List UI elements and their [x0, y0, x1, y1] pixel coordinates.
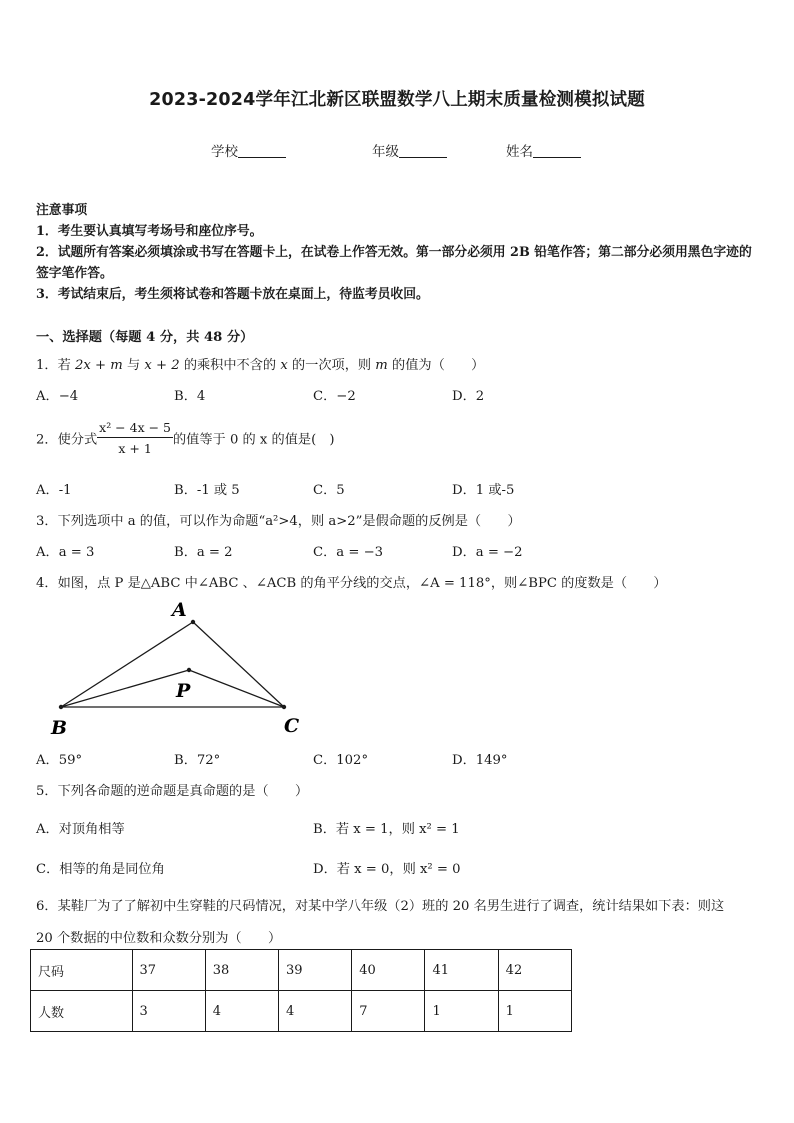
note-item: 1．考生要认真填写考场号和座位序号。 — [36, 224, 263, 239]
point-p-dot — [187, 668, 191, 672]
table-cell: 尺码 — [31, 950, 133, 991]
label-a: A — [172, 599, 187, 621]
q3-option-d[interactable]: D．a = −2 — [452, 545, 523, 560]
label-p: P — [176, 680, 191, 702]
section-heading: 一、选择题（每题 4 分，共 48 分） — [36, 330, 254, 345]
q1-option-b[interactable]: B．4 — [174, 389, 206, 404]
q1-text: 与 — [126, 358, 141, 373]
vertex-a-dot — [191, 620, 195, 624]
name-label: 姓名 — [506, 144, 533, 160]
q1-option-c[interactable]: C．−2 — [313, 389, 356, 404]
q1-var: x — [280, 358, 288, 373]
shoe-size-table — [30, 949, 572, 1032]
question-4-stem: 4．如图，点 P 是△ABC 中∠ABC 、∠ACB 的角平分线的交点，∠A = 118°，则∠BPC 的度数是（ ） — [36, 576, 667, 591]
page-title: 2023-2024学年江北新区联盟数学八上期末质量检测模拟试题 — [149, 90, 645, 110]
q4-option-b[interactable]: B．72° — [174, 753, 221, 768]
school-field[interactable] — [211, 140, 286, 160]
label-c: C — [284, 715, 300, 737]
bisector-cp — [189, 670, 284, 707]
q2-option-b[interactable]: B．-1 或 5 — [174, 483, 240, 498]
bisector-bp — [61, 670, 189, 707]
vertex-c-dot — [282, 705, 286, 709]
table-cell: 40 — [352, 950, 425, 991]
grade-label: 年级 — [372, 144, 399, 160]
q1-expr: 2x + m — [74, 358, 123, 373]
table-row — [31, 991, 572, 1032]
table-cell: 3 — [132, 991, 205, 1032]
q1-var: m — [375, 358, 388, 373]
table-cell: 1 — [498, 991, 571, 1032]
grade-blank[interactable] — [399, 143, 447, 158]
notes-heading: 注意事项 — [36, 203, 88, 218]
q1-text: 的一次项，则 — [291, 358, 372, 373]
table-cell: 7 — [352, 991, 425, 1032]
q1-option-a[interactable]: A．−4 — [36, 389, 79, 404]
q1-expr: x + 2 — [144, 358, 180, 373]
q5-option-c[interactable]: C．相等的角是同位角 — [36, 862, 165, 877]
table-cell: 4 — [278, 991, 351, 1032]
table-cell: 人数 — [31, 991, 133, 1032]
note-item: 3．考试结束后，考生须将试卷和答题卡放在桌面上，待监考员收回。 — [36, 287, 429, 302]
q3-option-a[interactable]: A．a = 3 — [36, 545, 95, 560]
q2-numerator: x² − 4x − 5 — [97, 420, 173, 438]
q2-text: 2．使分式 — [36, 432, 98, 448]
q5-option-d[interactable]: D．若 x = 0，则 x² = 0 — [313, 862, 461, 877]
table-cell: 37 — [132, 950, 205, 991]
table-cell: 4 — [205, 991, 278, 1032]
vertex-b-dot — [59, 705, 63, 709]
question-2-stem — [36, 420, 335, 456]
q2-option-d[interactable]: D．1 或-5 — [452, 483, 515, 498]
q1-option-d[interactable]: D．2 — [452, 389, 485, 404]
question-6-stem-line-1: 6．某鞋厂为了了解初中生穿鞋的尺码情况，对某中学八年级（2）班的 20 名男生进行了调查，统计结果如下表：则这 — [36, 899, 725, 914]
name-field[interactable] — [506, 140, 581, 160]
table-cell: 1 — [425, 991, 498, 1032]
question-1-stem — [36, 354, 484, 373]
q4-option-a[interactable]: A．59° — [36, 753, 83, 768]
grade-field[interactable] — [372, 140, 447, 160]
table-cell: 41 — [425, 950, 498, 991]
q2-fraction — [97, 420, 173, 456]
q1-text: 1．若 — [36, 358, 71, 373]
q2-denominator: x + 1 — [118, 441, 152, 456]
q5-option-b[interactable]: B．若 x = 1，则 x² = 1 — [313, 822, 460, 837]
side-ab — [61, 622, 193, 707]
note-item: 2．试题所有答案必须填涂或书写在答题卡上，在试卷上作答无效。第一部分必须用 2B 铅笔作答；第二部分必须用黑色字迹的签字笔作答。 — [36, 245, 752, 281]
side-ac — [193, 622, 284, 707]
question-5-stem: 5．下列各命题的逆命题是真命题的是（ ） — [36, 784, 309, 799]
school-label: 学校 — [211, 144, 238, 160]
q5-option-a[interactable]: A．对顶角相等 — [36, 822, 125, 837]
question-3-stem: 3．下列选项中 a 的值，可以作为命题“a²>4，则 a>2”是假命题的反例是（ ） — [36, 514, 521, 529]
table-cell: 42 — [498, 950, 571, 991]
q4-option-c[interactable]: C．102° — [313, 753, 369, 768]
q1-text: 的值为（ ） — [392, 358, 485, 373]
table-cell: 38 — [205, 950, 278, 991]
q4-option-d[interactable]: D．149° — [452, 753, 508, 768]
table-cell: 39 — [278, 950, 351, 991]
q3-option-c[interactable]: C．a = −3 — [313, 545, 384, 560]
q2-text: 的值等于 0 的 x 的值是( ) — [173, 432, 335, 448]
q3-option-b[interactable]: B．a = 2 — [174, 545, 233, 560]
notes-block — [36, 200, 760, 305]
triangle-figure — [40, 596, 320, 742]
question-6-stem-line-2: 20 个数据的中位数和众数分别为（ ） — [36, 931, 282, 946]
school-blank[interactable] — [238, 143, 286, 158]
name-blank[interactable] — [533, 143, 581, 158]
q2-option-a[interactable]: A．-1 — [36, 483, 72, 498]
q1-text: 的乘积中不含的 — [183, 358, 277, 373]
label-b: B — [51, 717, 68, 739]
q2-option-c[interactable]: C．5 — [313, 483, 345, 498]
table-row — [31, 950, 572, 991]
